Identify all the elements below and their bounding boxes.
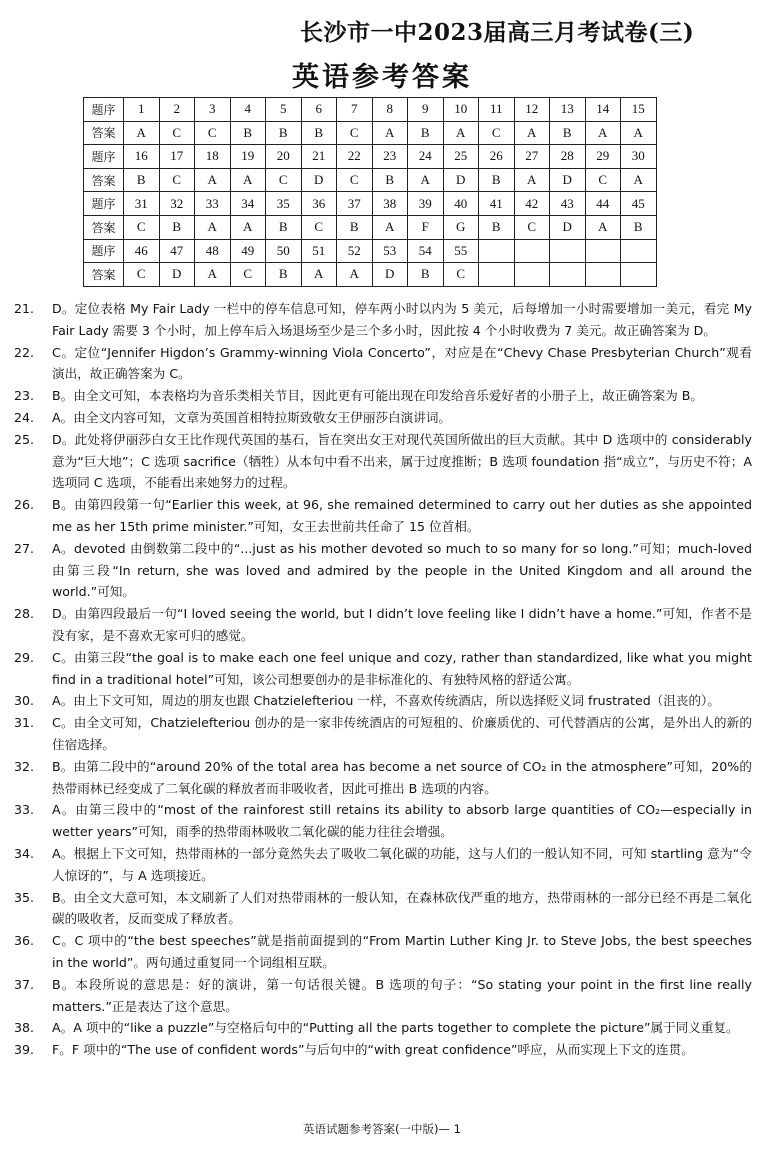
explanation-item bbox=[14, 647, 752, 691]
question-number-cell: 46 bbox=[124, 239, 160, 263]
question-number-cell: 25 bbox=[443, 145, 479, 169]
question-number-cell: 35 bbox=[266, 192, 302, 216]
answer-cell: A bbox=[195, 215, 231, 239]
answer-cell: C bbox=[337, 121, 373, 145]
question-number-row bbox=[84, 145, 657, 169]
answer-cell: A bbox=[301, 263, 337, 287]
answer-cell: B bbox=[230, 121, 266, 145]
answer-cell: D bbox=[550, 168, 586, 192]
explanation-item bbox=[14, 1039, 752, 1061]
answer-cell: C bbox=[301, 215, 337, 239]
question-number-cell: 28 bbox=[550, 145, 586, 169]
question-number-cell bbox=[585, 239, 621, 263]
question-number-row bbox=[84, 239, 657, 263]
explanation-item bbox=[14, 843, 752, 887]
explanation-text: A。A 项中的“like a puzzle”与空格后句中的“Putting all the parts together to complete the picture”属于同义重复。 bbox=[52, 1020, 739, 1036]
question-number: 26. bbox=[14, 497, 35, 513]
question-row-label: 题序 bbox=[84, 192, 124, 216]
answer-cell: B bbox=[301, 121, 337, 145]
answer-cell: B bbox=[266, 121, 302, 145]
question-number-cell bbox=[550, 239, 586, 263]
explanation-list bbox=[14, 298, 752, 1061]
answer-cell: A bbox=[585, 215, 621, 239]
explanation-item bbox=[14, 887, 752, 931]
answer-cell: C bbox=[230, 263, 266, 287]
question-number-cell: 48 bbox=[195, 239, 231, 263]
explanation-text: D。此处将伊丽莎白女王比作现代英国的基石，旨在突出女王对现代英国所做出的巨大贡献。其中 D 选项中的 considerably 意为“巨大地”；C 选项 sacrifice（牺牲）从本句中看不出来，属于过度推断；B 选项 foundation 指“成立”，与历史不符；A 选项同 C 选项，不能看出来她努力的过程。 bbox=[52, 431, 752, 491]
question-number-cell: 14 bbox=[585, 98, 621, 122]
question-number-cell bbox=[514, 239, 550, 263]
question-number-cell bbox=[621, 239, 657, 263]
question-number-row bbox=[84, 98, 657, 122]
explanation-item bbox=[14, 494, 752, 538]
question-number: 22. bbox=[14, 344, 35, 360]
answer-cell: B bbox=[408, 263, 444, 287]
question-number-cell: 27 bbox=[514, 145, 550, 169]
question-number-cell: 18 bbox=[195, 145, 231, 169]
answer-row bbox=[84, 215, 657, 239]
answer-cell: B bbox=[479, 168, 515, 192]
exam-title: 长沙市一中2023届高三月考试卷(三) bbox=[300, 19, 695, 46]
question-row-label: 题序 bbox=[84, 239, 124, 263]
question-number-cell: 37 bbox=[337, 192, 373, 216]
question-number: 24. bbox=[14, 409, 35, 425]
explanation-item bbox=[14, 342, 752, 386]
question-number-cell: 11 bbox=[479, 98, 515, 122]
answer-cell: A bbox=[230, 168, 266, 192]
explanation-text: B。由第四段第一句“Earlier this week, at 96, she remained determined to carry out her duties as she appointed me as her 15th prime minister.”可知，女王去世前共任命了 15 位首相。 bbox=[52, 497, 752, 534]
answer-cell: A bbox=[621, 121, 657, 145]
question-number-cell: 20 bbox=[266, 145, 302, 169]
explanation-item bbox=[14, 1017, 752, 1039]
answer-cell: D bbox=[443, 168, 479, 192]
question-number-cell: 30 bbox=[621, 145, 657, 169]
explanation-text: A。根据上下文可知，热带雨林的一部分竟然失去了吸收二氧化碳的功能，这与人们的一般认知不同，可知 startling 意为“令人惊讶的”，与 A 选项接近。 bbox=[52, 845, 752, 883]
question-number-cell: 29 bbox=[585, 145, 621, 169]
answer-cell: C bbox=[479, 121, 515, 145]
question-number: 39. bbox=[14, 1042, 35, 1058]
question-number: 37. bbox=[14, 976, 35, 992]
question-number-cell: 15 bbox=[621, 98, 657, 122]
explanation-item bbox=[14, 298, 752, 342]
page-footer: 英语试题参考答案(一中版)— 1 bbox=[303, 1122, 461, 1136]
question-number-cell: 24 bbox=[408, 145, 444, 169]
question-number-cell: 36 bbox=[301, 192, 337, 216]
answer-cell: C bbox=[266, 168, 302, 192]
answer-cell: B bbox=[124, 168, 160, 192]
answer-cell: D bbox=[159, 263, 195, 287]
answer-cell: C bbox=[159, 121, 195, 145]
question-number-cell: 12 bbox=[514, 98, 550, 122]
explanation-text: A。由第三段中的“most of the rainforest still retains its ability to absorb large quantities of CO₂—especially in wetter years”可知，雨季的热带雨林吸收二氧化碳的能力往往会增强。 bbox=[52, 802, 752, 840]
question-number-cell: 9 bbox=[408, 98, 444, 122]
question-row-label: 题序 bbox=[84, 98, 124, 122]
question-number-cell: 4 bbox=[230, 98, 266, 122]
explanation-text: A。devoted 由倒数第二段中的“...just as his mother devoted so much to so many for so long.”可知；much-loved 由第三段“In return, she was loved and admired by the people in the United Kingdom and all around the world.”可知。 bbox=[52, 540, 752, 600]
question-number: 29. bbox=[14, 649, 35, 665]
question-number: 21. bbox=[14, 301, 35, 316]
answer-cell: D bbox=[550, 215, 586, 239]
question-number-cell: 52 bbox=[337, 239, 373, 263]
explanation-text: D。定位表格 My Fair Lady 一栏中的停车信息可知，停车两小时以内为 5 美元，后每增加一小时需要增加一美元，看完 My Fair Lady 需要 3 个小时，加上停车后入场退场至少是三个多小时，因此按 4 个小时收费为 7 美元。故正确答案为 D。 bbox=[52, 301, 752, 338]
question-number-cell: 43 bbox=[550, 192, 586, 216]
answer-cell: A bbox=[372, 121, 408, 145]
answer-cell: F bbox=[408, 215, 444, 239]
question-number-cell: 40 bbox=[443, 192, 479, 216]
question-number-cell: 19 bbox=[230, 145, 266, 169]
explanation-item bbox=[14, 712, 752, 756]
answer-cell: A bbox=[124, 121, 160, 145]
question-number: 33. bbox=[14, 802, 35, 818]
question-number-cell: 8 bbox=[372, 98, 408, 122]
explanation-item bbox=[14, 974, 752, 1018]
question-number-cell: 42 bbox=[514, 192, 550, 216]
question-number-cell: 50 bbox=[266, 239, 302, 263]
answer-cell: B bbox=[621, 215, 657, 239]
explanation-text: B。由全文大意可知，本文刷新了人们对热带雨林的一般认知，在森林砍伐严重的地方，热带雨林的一部分已经不再是二氧化碳的吸收者，反而变成了释放者。 bbox=[52, 889, 752, 927]
explanation-text: C。定位“Jennifer Higdon’s Grammy-winning Viola Concerto”，对应是在“Chevy Chase Presbyterian Church”观看演出，故正确答案为 C。 bbox=[52, 344, 752, 382]
answer-cell: B bbox=[550, 121, 586, 145]
question-number-cell: 5 bbox=[266, 98, 302, 122]
question-number-cell: 2 bbox=[159, 98, 195, 122]
answer-cell: B bbox=[408, 121, 444, 145]
question-number-cell: 49 bbox=[230, 239, 266, 263]
question-number-cell: 16 bbox=[124, 145, 160, 169]
answer-cell: A bbox=[585, 121, 621, 145]
answer-cell bbox=[550, 263, 586, 287]
question-number-cell bbox=[479, 239, 515, 263]
answer-row-label: 答案 bbox=[84, 121, 124, 145]
explanation-item bbox=[14, 799, 752, 843]
answer-row bbox=[84, 263, 657, 287]
explanation-text: F。F 项中的“The use of confident words”与后句中的“with great confidence”呼应，从而实现上下文的连贯。 bbox=[52, 1042, 694, 1058]
explanation-item bbox=[14, 603, 752, 647]
question-number-cell: 39 bbox=[408, 192, 444, 216]
question-number-cell: 34 bbox=[230, 192, 266, 216]
explanation-item bbox=[14, 756, 752, 800]
question-number-cell: 31 bbox=[124, 192, 160, 216]
question-number: 27. bbox=[14, 540, 35, 556]
answer-cell: B bbox=[266, 215, 302, 239]
question-number: 25. bbox=[14, 431, 35, 447]
answer-key-heading: 英语参考答案 bbox=[292, 62, 472, 93]
question-row-label: 题序 bbox=[84, 145, 124, 169]
explanation-item bbox=[14, 930, 752, 974]
explanation-item bbox=[14, 429, 752, 494]
question-number-cell: 23 bbox=[372, 145, 408, 169]
explanation-text: B。由全文可知，本表格均为音乐类相关节目，因此更有可能出现在印发给音乐爱好者的小册子上，故正确答案为 B。 bbox=[52, 388, 703, 404]
answer-cell: C bbox=[124, 263, 160, 287]
question-number-cell: 10 bbox=[443, 98, 479, 122]
answer-cell: A bbox=[372, 215, 408, 239]
answer-cell: C bbox=[585, 168, 621, 192]
question-number-cell: 54 bbox=[408, 239, 444, 263]
answer-row-label: 答案 bbox=[84, 168, 124, 192]
answer-cell: C bbox=[124, 215, 160, 239]
answer-cell: B bbox=[337, 215, 373, 239]
question-number-cell: 51 bbox=[301, 239, 337, 263]
question-number: 34. bbox=[14, 845, 35, 861]
question-number-cell: 53 bbox=[372, 239, 408, 263]
explanation-text: C。C 项中的“the best speeches”就是指前面提到的“From Martin Luther King Jr. to Steve Jobs, the best speeches in the world”。两句通过重复同一个词组相互联。 bbox=[52, 933, 752, 970]
answer-cell: A bbox=[337, 263, 373, 287]
answer-cell: C bbox=[337, 168, 373, 192]
question-number-cell: 55 bbox=[443, 239, 479, 263]
question-number-cell: 45 bbox=[621, 192, 657, 216]
explanation-item bbox=[14, 538, 752, 603]
question-number-cell: 38 bbox=[372, 192, 408, 216]
answer-table bbox=[83, 97, 657, 287]
answer-cell: C bbox=[159, 168, 195, 192]
explanation-text: B。由第二段中的“around 20% of the total area has become a net source of CO₂ in the atmosphere”可知，20%的热带雨林已经变成了二氧化碳的释放者而非吸收者，因此可推出 B 选项的内容。 bbox=[52, 758, 752, 796]
answer-cell bbox=[621, 263, 657, 287]
answer-cell: A bbox=[514, 168, 550, 192]
answer-cell: A bbox=[408, 168, 444, 192]
explanation-text: C。由第三段“the goal is to make each one feel unique and cozy, rather than standardized, like what you might find in a traditional hotel”可知，该公司想要创办的是非标准化的、有独特风格的舒适公寓。 bbox=[52, 649, 752, 687]
question-number: 32. bbox=[14, 758, 35, 774]
question-number-cell: 41 bbox=[479, 192, 515, 216]
question-number: 30. bbox=[14, 693, 35, 709]
explanation-text: C。由全文可知，Chatzielefteriou 创办的是一家非传统酒店的可短租的、价廉质优的、可代替酒店的公寓，是外出人的新的住宿选择。 bbox=[52, 715, 752, 752]
explanation-item bbox=[14, 690, 752, 712]
answer-cell: B bbox=[266, 263, 302, 287]
question-number: 28. bbox=[14, 606, 35, 622]
answer-cell: A bbox=[443, 121, 479, 145]
question-number-cell: 21 bbox=[301, 145, 337, 169]
answer-cell: B bbox=[479, 215, 515, 239]
question-number-cell: 17 bbox=[159, 145, 195, 169]
question-number-cell: 44 bbox=[585, 192, 621, 216]
answer-row-label: 答案 bbox=[84, 263, 124, 287]
answer-cell bbox=[514, 263, 550, 287]
answer-cell bbox=[479, 263, 515, 287]
answer-cell: D bbox=[372, 263, 408, 287]
question-number-cell: 32 bbox=[159, 192, 195, 216]
question-number-cell: 3 bbox=[195, 98, 231, 122]
answer-cell: A bbox=[195, 168, 231, 192]
explanation-item bbox=[14, 407, 752, 429]
question-number-cell: 7 bbox=[337, 98, 373, 122]
answer-row bbox=[84, 121, 657, 145]
question-number: 38. bbox=[14, 1020, 35, 1036]
question-number: 23. bbox=[14, 388, 35, 404]
question-number-cell: 22 bbox=[337, 145, 373, 169]
answer-row bbox=[84, 168, 657, 192]
question-number-cell: 1 bbox=[124, 98, 160, 122]
explanation-text: A。由上下文可知，周边的朋友也跟 Chatzielefteriou 一样，不喜欢传统酒店，所以选择贬义词 frustrated（沮丧的）。 bbox=[52, 693, 720, 709]
explanation-text: A。由全文内容可知，文章为英国首相特拉斯致敬女王伊丽莎白演讲词。 bbox=[52, 409, 452, 425]
question-number-cell: 47 bbox=[159, 239, 195, 263]
answer-cell: G bbox=[443, 215, 479, 239]
question-number-cell: 13 bbox=[550, 98, 586, 122]
explanation-text: D。由第四段最后一句“I loved seeing the world, but I didn’t love feeling like I didn’t have a home.”可知，作者不是没有家，是不喜欢无家可归的感觉。 bbox=[52, 606, 752, 643]
answer-row-label: 答案 bbox=[84, 215, 124, 239]
answer-cell: A bbox=[514, 121, 550, 145]
answer-cell: B bbox=[159, 215, 195, 239]
answer-cell: B bbox=[372, 168, 408, 192]
question-number: 35. bbox=[14, 889, 35, 905]
explanation-item bbox=[14, 385, 752, 407]
answer-cell: D bbox=[301, 168, 337, 192]
question-number-cell: 26 bbox=[479, 145, 515, 169]
answer-cell bbox=[585, 263, 621, 287]
answer-cell: A bbox=[195, 263, 231, 287]
question-number: 31. bbox=[14, 715, 35, 731]
explanation-text: B。本段所说的意思是：好的演讲，第一句话很关键。B 选项的句子：“So stating your point in the first line really matters.”正是表达了这个意思。 bbox=[52, 976, 752, 1014]
question-number-cell: 33 bbox=[195, 192, 231, 216]
answer-cell: C bbox=[514, 215, 550, 239]
question-number: 36. bbox=[14, 933, 35, 949]
answer-cell: A bbox=[230, 215, 266, 239]
answer-cell: A bbox=[621, 168, 657, 192]
question-number-cell: 6 bbox=[301, 98, 337, 122]
answer-cell: C bbox=[443, 263, 479, 287]
question-number-row bbox=[84, 192, 657, 216]
answer-cell: C bbox=[195, 121, 231, 145]
